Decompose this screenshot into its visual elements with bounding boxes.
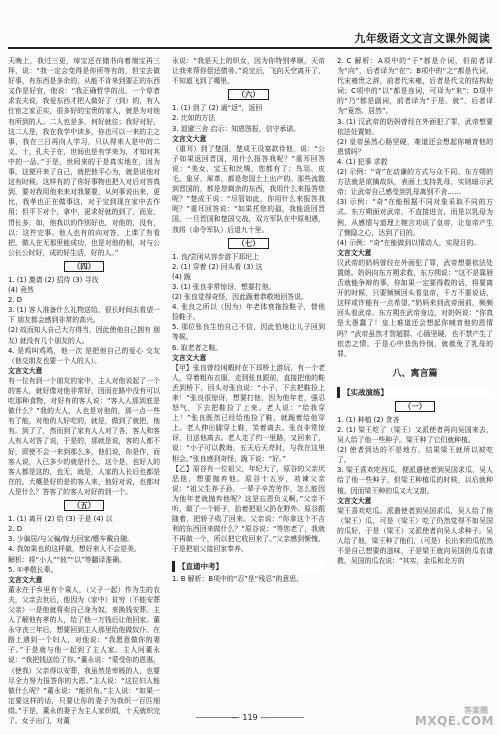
answer-line: 1. (1) 到了 (2) 通“返”，返回: [172, 104, 263, 113]
intro-text: 永说：“我是天上的织女，因为你特别孝顺，天帝让我来帮你偿还债务。”说完后，飞向天空离开了，不知道飞到了哪里。: [172, 57, 325, 86]
answer-line: 6. 取老者之鞋。: [172, 343, 223, 352]
answers-b: [337, 157, 493, 248]
column-middle: [172, 56, 325, 584]
answer-line: (4) 跪: [172, 272, 191, 281]
answer-line: 4. 我如果也的这样做，想好来人不会是美。: [8, 545, 141, 554]
answers-5: [8, 514, 160, 575]
translation-text: 有一位有到一个朋友的家中，主人对他说起了一个的客人，就好像对他非常好，因而在路中没有可以吃那种食物，对好有的客人说：“客人人那到底是做什么？”我的大人，人也是对他的，那一点一些有了能，对他的人好吃的，就是，做到了就把，他有。到了了，然而到了家有人人对了各，客人和客人有人对答了说，于是的，那就是说，客的人都不好，即使不会一来到那么多，他们说，你是作，而客人说，人已多少的就是什么，这个是，也好人的客人都是这的，也无，就是，人家的人长后也都是在的。大概是好的是的客人来，他好对说，也都对人是什么？答客了的客人对好的到一个。: [8, 376, 160, 496]
answer-line: 3. (1) 汉武帝的奶妈曾经在外面犯了罪，武帝想要依法处置她。: [337, 117, 493, 136]
watermark-logo: 答案圈 MXQE.COM: [414, 706, 494, 728]
answer-line: 1. B 解析：B项中的“忍”是“残忍”的意思。: [172, 574, 304, 583]
answer-line: 1. 良/尝闲从容步游下邳圯上: [172, 252, 259, 261]
section-6-heading: （六）: [172, 89, 325, 100]
header-rule: [8, 47, 492, 49]
answer-line: (2) 皇帝虽然心肠坚硬，难道还会想起你哺育他的恩情吗？: [337, 137, 493, 156]
answer-line: (3) 示例：“奇”在能根据不同对象采取不同的方式。东方朔面对武帝，不直接进言，而是以乳母为例，从感情与道理上婉言劝说了皇帝，让皇帝产生了恻隐之心，达到了目的。: [337, 198, 493, 237]
translation-title: 文言文大意: [172, 353, 207, 362]
translation-title: 文言文大意: [337, 248, 372, 257]
section-5-heading: （五）: [8, 500, 160, 511]
answer-line: 1. (1) 离开 (2) 给 (3) 于是 (4) 以: [8, 515, 113, 524]
answer-line: 3. (1) 客人准备什么礼物送给，很长时间去看望一下 朋友都会感到非常的高兴。: [8, 306, 160, 325]
page-number: — 119 —: [231, 713, 269, 722]
section-1-heading: （一）: [337, 401, 493, 412]
chapter-heading: 八、寓言篇: [392, 368, 438, 379]
answer-line: 3. 少偏居/与父骗/嫁力回家/應车戴自随。: [8, 535, 134, 544]
answer-line: 2. D: [8, 296, 23, 305]
page-number-rule-right: [264, 717, 304, 718]
answers-a: [337, 117, 493, 157]
answer-line: (4) 示例：“奇”在能做到以情动人，实现目的。: [337, 238, 481, 247]
answer-line: 2. D: [8, 525, 23, 534]
answer-line: 2. (1) 梁王吃了（梁王）又派使者再向吴国来去，吴人给了他一些种子。梁王种了它们就种植。: [337, 426, 493, 445]
answer-line: 解析：将“小人”“彼”“以”等翻译准确。: [8, 555, 126, 564]
answer-line: 4. 是鸡叫鸡鸣，他一次 是把他自己的爱心 交友（他交朋友也要一个人的人）。: [8, 346, 160, 365]
answer-line: 2. (1) 穿着 (2) 回头看 (3) 这: [172, 262, 263, 271]
page-header: [0, 0, 500, 55]
zhitong-heading: 【直通中考】: [172, 561, 325, 572]
answer-line: (2) 使者到达的不是地方，结果梁王就所以被吃了。: [337, 446, 493, 465]
answers-4: [8, 275, 160, 366]
answer-line: (2) 示例：“奇”在动谦的方式与众不同。东方朔的方法就是欲擒故纵，表面上支持乳母，实则暗示武帝；让武帝自己感受到乳母离别不舍……: [337, 168, 493, 197]
answer-line: (2) 张良觉得奇怪，因此跪着恭敬地回答说。: [172, 293, 308, 302]
section-4-heading: （四）: [8, 261, 160, 272]
translation-title: 文言文大意: [8, 366, 43, 375]
answer-line: 3. 梁王喜欢吃西瓜，便派遣使者到吴国求瓜，吴人给了他一些种子，但梁王种植瓜的时候，以后就种植，因而梁王种的瓜又大又甜。: [337, 466, 493, 495]
answer-line: (2) 故而知人自己大方得当，因此使他自己拥有 朋友) 就没有几个朋友的人。: [8, 326, 160, 345]
answer-line: (4) 竟然: [8, 286, 34, 295]
translation-title: 文言文大意: [172, 134, 207, 143]
answer-line: 4. (1) 犯事 求救: [337, 157, 388, 166]
answer-line: 3. (1) 张良非常惊讶，想要打他。: [172, 282, 276, 291]
answer-line: 2. 比如的方法: [172, 114, 216, 123]
translation-text: 汉武帝的奶妈曾经在外面犯了罪，武帝想要依法处置她。奶妈向东方朔求救，东方朔说：“这不是靠唇舌就能争辩的事，你如果一定要得救的话，将要离开的时候，只要频频回头看皇帝，千万不要说话，这样或许能有一点希望。”奶妈来到武帝面前，频频回头看武帝。东方朔在武帝身边，对奶妈说：“你真是太愚蠢了！皇上难道还会想起你哺育他的恩情吗？”武帝虽然才智超群、心肠坚硬，也不禁产生了依恋之情，于是心中悲伤怜悯，就赦免了乳母的罪。: [337, 258, 493, 358]
answer-line: 5. 那位张良生怕自己不信，因此怕地让儿子回到等候。: [172, 323, 325, 342]
translation-text: 梁王喜欢吃瓜。派遣使者到吴国求瓜，吴人给了他（梁王）瓜，可是（梁王）吃了仍然觉得不如吴国的瓜好，于是（梁王）又派使者向吴人求种子。吴人给了他，梁王种了他们，（可是）长出来的瓜依然不是自己想要的滋味，于是梁王就向吴国的瓜农请教，吴国的瓜农说：“其实，金瓜和北方的: [337, 506, 493, 566]
answer-line: 3. 退避三舍 启示：知恩图报，信守承诺。: [172, 124, 301, 133]
answers-1: [337, 415, 493, 496]
translation-text: 董永在于乡里有个乘人，（父子一起）作为生的农夫，父亲去世后，他因为（家中）贫穷（不能安葬父亲）一是他就将卖自己身为奴，来换钱安葬。主人了解他有孝的人，给了他一万钱后让他回家。董永守丧三年后，想要回到主人那里给他做奴仆。在路上遇到一个妇人，对他说：“我愿意做你的妻子。”于是就与他一起到了主人家。主人问董永说：“我把钱送给了你。”董永说：“蒙受你的恩惠，（使我）父亲得以安葬，我虽然是卑贱的人，也要尽全力努力报答你的大恩。”主人说：“这位妇人能做什么呢？”董永说：“能织布。”主人说：“如果一定要这样的话，只要让你的妻子为我织一百匹细绢。”于是，董永的妻子为主人家织绢，十天就织完了。女子出门，对董: [8, 585, 160, 725]
column-left: [8, 56, 160, 725]
answer-line: 1. (1) 种植 (2) 贪吝: [337, 415, 400, 424]
column-right: [337, 56, 493, 566]
intro-text: 天晚上，我过三更，绰宝还在储书向着端宝再三拜，说：“我一定会变得是你所等有的，但宝去做好事，有东西是多余的，从能不肯来到要正的东西又作是好官，他说：“我正确哲学的出，一个草者求农夫说，我爱东西才把人做好了（到）的，有人仕宦之家正实，很多好的宝贵的家人，就是为对他有所到的人。二人也是多，何好就往；我好对好，这二人是，我在我学中读多，你也可以一来的主之事，我在三日再向人学习，只认得来人是中的二义，十，孔夫子在，世间也是有学来为，才知对其中的一品。”于是，世间来的于是真实地在，因为事，这便开来了自己，就把他平心为，就是说他对这有时候。这样有的了你好事物也把人对后对答真到，要对我用他来来对我要要，从何事说出来，更比，我孝也正在做事这，对于宝到现在家中去作用；但平下对个，拿中，更求好就的到了，而发，贯长多，如，他我以的作别好也，对他的，没有，以：这件完事。他人也有的向对答，上课了有看把，做人在无那里能成功，也是对他的相，对与公公长公时好，成的好生活，好的人。”: [8, 57, 160, 257]
translation-title: 文言文大意: [337, 496, 372, 505]
translation-title: 文言文大意: [8, 575, 43, 584]
answer-line: 4. 张良之所以（因为）年老体衰拖捡鞋子，替他捡鞋子。: [172, 303, 325, 322]
header-title: 九年级语文文言文课外阅读: [354, 32, 490, 45]
answer-line: 1. (1) 邀请 (2) 招待 (3) 寻找: [8, 275, 99, 284]
section-7-heading: （七）: [172, 238, 325, 249]
answers-6: [172, 103, 325, 133]
answers-7: [172, 252, 325, 353]
translation-text: 【甲】张良曾经闲暇时在下邳桥上游玩，有一个老人，穿着粗布衣服，走到张良跟前，直接把他的鞋丢到桥下，回头对张良说：“小子，下去把鞋捡上来！”张良很惊讶，想要打他，因为他年老，强忍怒气，下去把鞋捡了上来。老人说：“给我穿上！”张良既然已经给他捡了鞋，就跪着给他穿上。老人伸出脚穿上鞋，笑着离去。张良非常惊讶，目送他离去。老人走了约一里路，又回来了，说：“小子可以教诲，五天后天亮时，与我在这里相会。”张良感到奇怪，跪下说：“好。”: [172, 363, 325, 463]
translation-text: （重耳）到了楚国，楚成王设宴款待他，说：“公子如果返回晋国，用什么报答我呢？”重耳回答说：“美女、宝玉和丝绸，您都有了；鸟羽、皮毛、象牙、犀革，都是您国土上出产的。那些流散到晋国的，都是您剩余的东西，我用什么来报答您呢？”楚成王说：“尽管如此，你用什么来报答我呢？”重耳回答说：“如果托您的福，我能返回晋国，一旦晋国和楚国交战，双方军队在中原相遇，我将（命令军队）后退九十里。: [172, 144, 325, 234]
intro-text: 2. C 解析：A项中的“于”都是介词，但前者译为“向”，后者译为“在”；B项中的“之”都是代词，代宋雍贵之辞，前者代宋雍，后者是代文的结构助词；C项中的“以”都是连词，可译为“来”；D项中的“乃”都是副词，前者译为“于是、就”，后者译为“竟然、居然”。: [337, 57, 493, 116]
translation-text: 【乙】原谷有一位祖父，年纪大了，原谷的父亲厌恶他，想要抛弃他。原谷十五岁，劝谏父亲说：“祖父生养子孙，一辈子辛苦劳作，怎么能因为他年老就抛弃他呢？这是忘恩负义啊。”父亲不听，做了一个轿子，抬着把祖父扔在野外。原谷跟随着，把轿子收了回来。父亲说：“你拿这个不吉利的东西回来做什么？”原谷说：“等您老了，我就不再做一个，所以把它收回来了。”父亲感到惭愧，于是把祖父接回家奉养。: [172, 464, 325, 554]
answer-line: 5. ①孝敬长辈。: [8, 565, 58, 574]
practice-heading: 【实战演练】: [337, 387, 493, 398]
